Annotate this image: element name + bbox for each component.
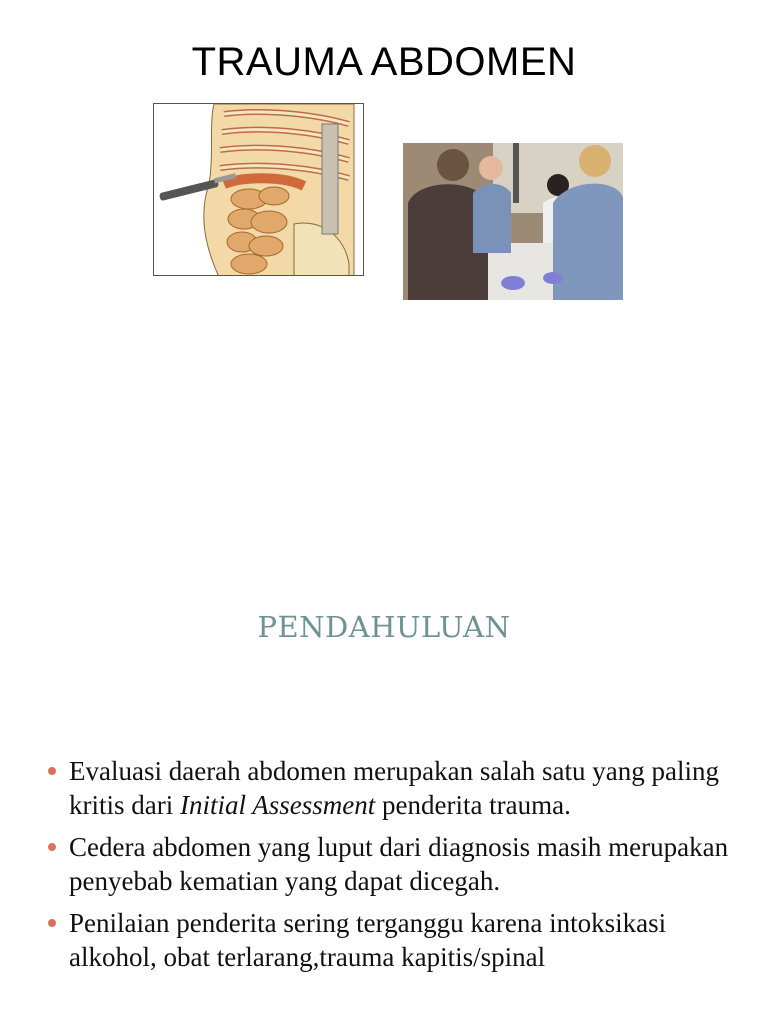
bullet-item	[48, 906, 748, 974]
bullet-item	[48, 830, 748, 898]
emergency-team-photo	[403, 143, 623, 300]
medical-team-photo	[403, 143, 623, 300]
bullet-list	[48, 754, 748, 982]
bullet-text: Evaluasi daerah abdomen merupakan salah satu yang paling kritis dari	[69, 756, 720, 820]
bullet-dot-icon	[48, 919, 56, 927]
bullet-text: Cedera abdomen yang luput dari diagnosis masih merupakan penyebab kematian yang dapat dicegah.	[69, 832, 729, 896]
bullet-emphasis: Initial Assessment	[179, 790, 376, 820]
bullet-dot-icon	[48, 843, 56, 851]
section-title: PENDAHULUAN	[257, 610, 511, 644]
slide-2	[0, 512, 768, 1024]
abdominal-anatomy-illustration	[153, 103, 364, 276]
bullet-text-tail: penderita trauma.	[375, 790, 571, 820]
slide-title: TRAUMA ABDOMEN	[191, 40, 577, 84]
bullet-text: Penilaian penderita sering terganggu karena intoksikasi alkohol, obat terlarang,trauma kapitis/spinal	[69, 908, 667, 972]
bullet-item	[48, 754, 748, 822]
bullet-dot-icon	[48, 767, 56, 775]
anatomy-stab-wound-illustration	[154, 104, 364, 276]
